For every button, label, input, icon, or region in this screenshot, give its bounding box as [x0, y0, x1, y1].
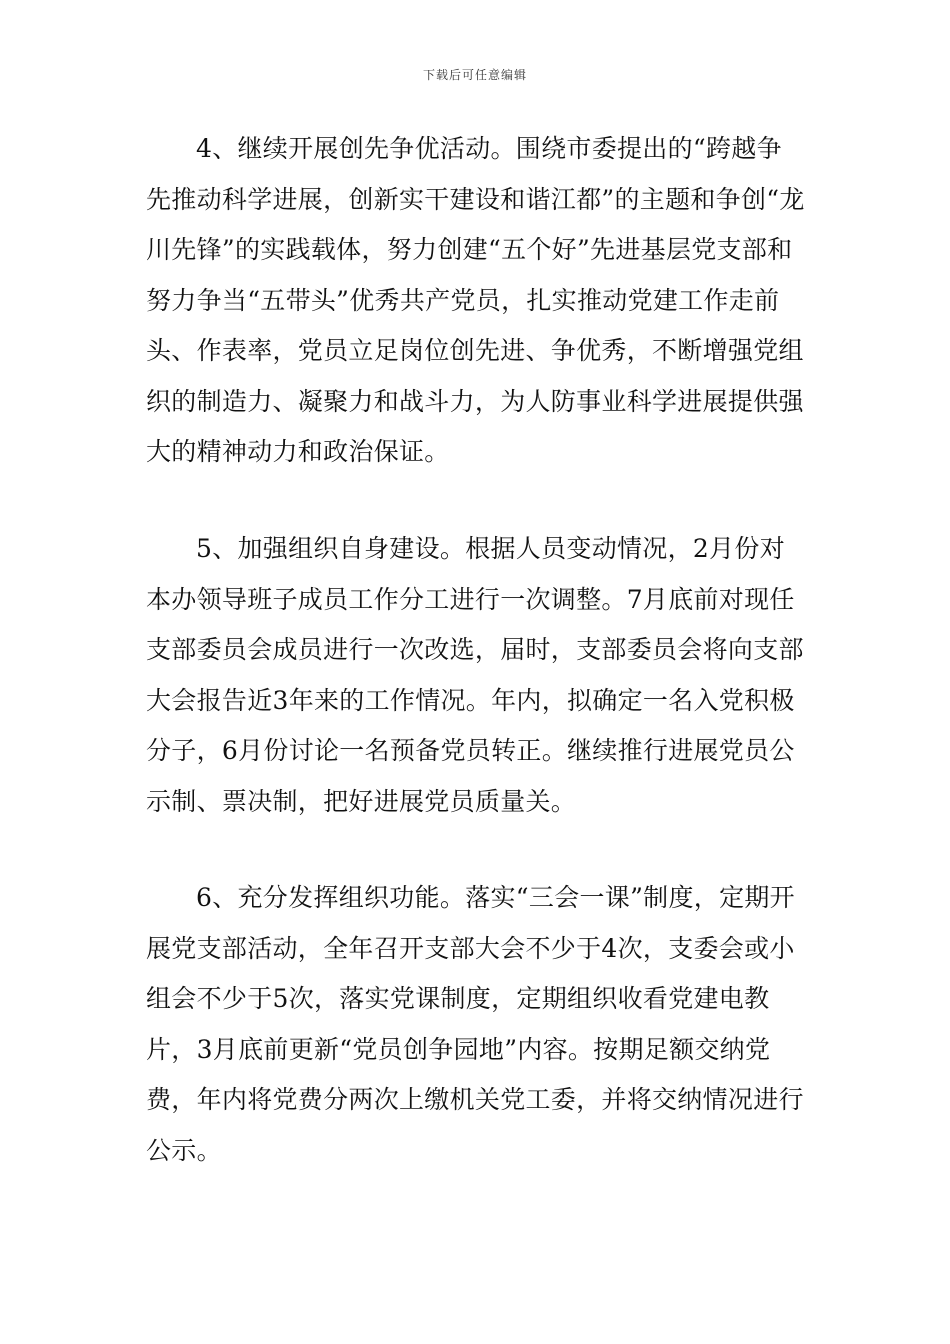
page-header-note: 下载后可任意编辑 [422, 68, 527, 82]
paragraph-item-6: 6、充分发挥组织功能。落实“三会一课”制度，定期开展党支部活动，全年召开支部大会不少于4次，支委会或小组会不少于5次，落实党课制度，定期组织收看党建电教片，3月底前更新“党员创争园地”内容。按期足额交纳党费，年内将党费分两次上缴机关党工委，并将交纳情况进行公示。 [146, 883, 804, 1165]
paragraph-item-5: 5、加强组织自身建设。根据人员变动情况，2月份对本办领导班子成员工作分工进行一次调整。7月底前对现任支部委员会成员进行一次改选，届时，支部委员会将向支部大会报告近3年来的工作情况。年内，拟确定一名入党积极分子，6月份讨论一名预备党员转正。继续推行进展党员公示制、票决制，把好进展党员质量关。 [146, 534, 804, 816]
paragraph-item-4: 4、继续开展创先争优活动。围绕市委提出的“跨越争先推动科学进展，创新实干建设和谐江都”的主题和争创“龙川先锋”的实践载体，努力创建“五个好”先进基层党支部和努力争当“五带头”优秀共产党员，扎实推动党建工作走前头、作表率，党员立足岗位创先进、争优秀，不断增强党组织的制造力、凝聚力和战斗力，为人防事业科学进展提供强大的精神动力和政治保证。 [146, 134, 805, 466]
